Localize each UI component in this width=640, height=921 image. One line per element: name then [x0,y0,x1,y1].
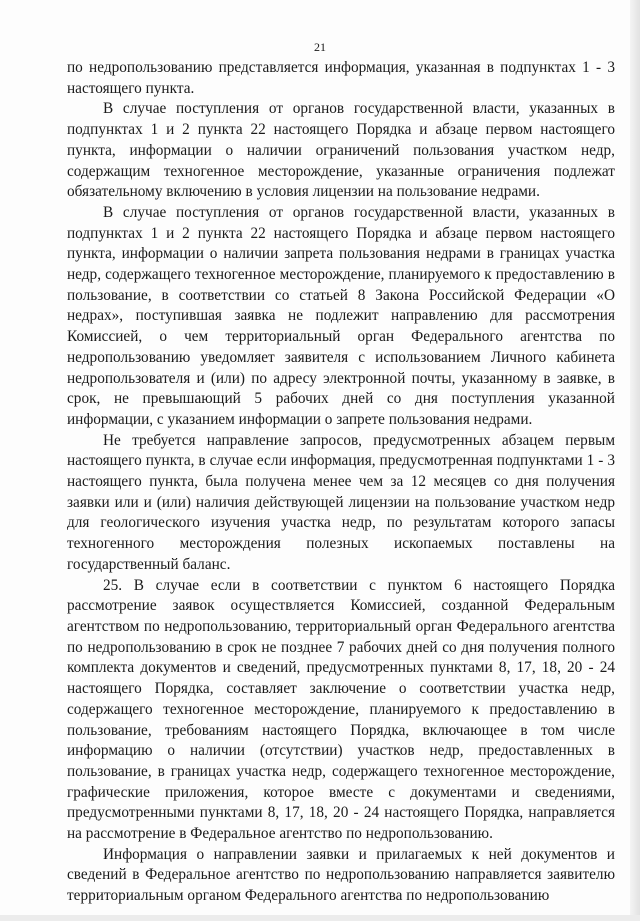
scan-bottom-edge [0,915,640,921]
paragraph-continuation: по недропользованию представляется информация, указанная в подпунктах 1 - 3 настоящего пункта. [67,59,615,97]
paragraph-clause-25: 25. В случае если в соответствии с пунктом 6 настоящего Порядка рассмотрение заявок осуществляется Комиссией, созданной Федеральным агентством по недропользованию, территориальный орган Федерального агентства по недропользованию в срок не позднее 7 рабочих дней со дня получения полного комплекта документов и сведений, предусмотренных пунктами 8, 17, 18, 20 - 24 настоящего Порядка, составляет заключение о соответствии участка недр, содержащего техногенное месторождение, планируемого к предоставлению в пользование, требованиям настоящего Порядка, включающее в том числе информацию о наличии (отсутствии) участков недр, предоставленных в пользование, в границах участка недр, содержащего техногенное месторождение, графические приложения, которое вместе с документами и сведениями, предусмотренными пунктами 8, 17, 18, 20 - 24 настоящего Порядка, направляется на рассмотрение в Федеральное агентство по недропользованию. [67,576,615,843]
scan-edge-shadow [630,0,640,921]
paragraph-no-requests: Не требуется направление запросов, предусмотренных абзацем первым настоящего пункта, в случае если информация, предусмотренная подпунктами 1 - 3 настоящего пункта, была получена менее чем за 12 месяцев со дня получения заявки или и (или) наличия действующей лицензии на пользование участком недр для геологического изучения участка недр, по результатам которого запасы техногенного месторождения полезных ископаемых поставлены на государственный баланс. [67,431,615,573]
page-number: 21 [314,40,326,54]
paragraph-prohibition: В случае поступления от органов государственной власти, указанных в подпунктах 1 и 2 пункта 22 настоящего Порядка и абзаце первом настоящего пункта, информации о наличии запрета пользования недрами в границах участка недр, содержащего техногенное месторождение, планируемого к предоставлению в пользование, в соответствии со статьей 8 Закона Российской Федерации «О недрах», поступившая заявка не подлежит направлению для рассмотрения Комиссией, о чем территориальный орган Федерального агентства по недропользованию уведомляет заявителя с использованием Личного кабинета недропользователя и (или) по адресу электронной почты, указанному в заявке, в срок, не превышающий 5 рабочих дней со дня поступления указанной информации, с указанием информации о запрете пользования недрами. [67,203,615,428]
paragraph-restrictions: В случае поступления от органов государственной власти, указанных в подпунктах 1 и 2 пункта 22 настоящего Порядка и абзаце первом настоящего пункта, информации о наличии ограничений пользования участком недр, содержащим техногенное месторождение, указанные ограничения подлежат обязательному включению в условия лицензии на пользование недрами. [67,100,615,201]
document-body [67,58,615,907]
paragraph-notification: Информация о направлении заявки и прилагаемых к ней документов и сведений в Федеральное агентство по недропользованию направляется заявителю территориальным органом Федерального агентства по недропользованию [67,845,615,905]
